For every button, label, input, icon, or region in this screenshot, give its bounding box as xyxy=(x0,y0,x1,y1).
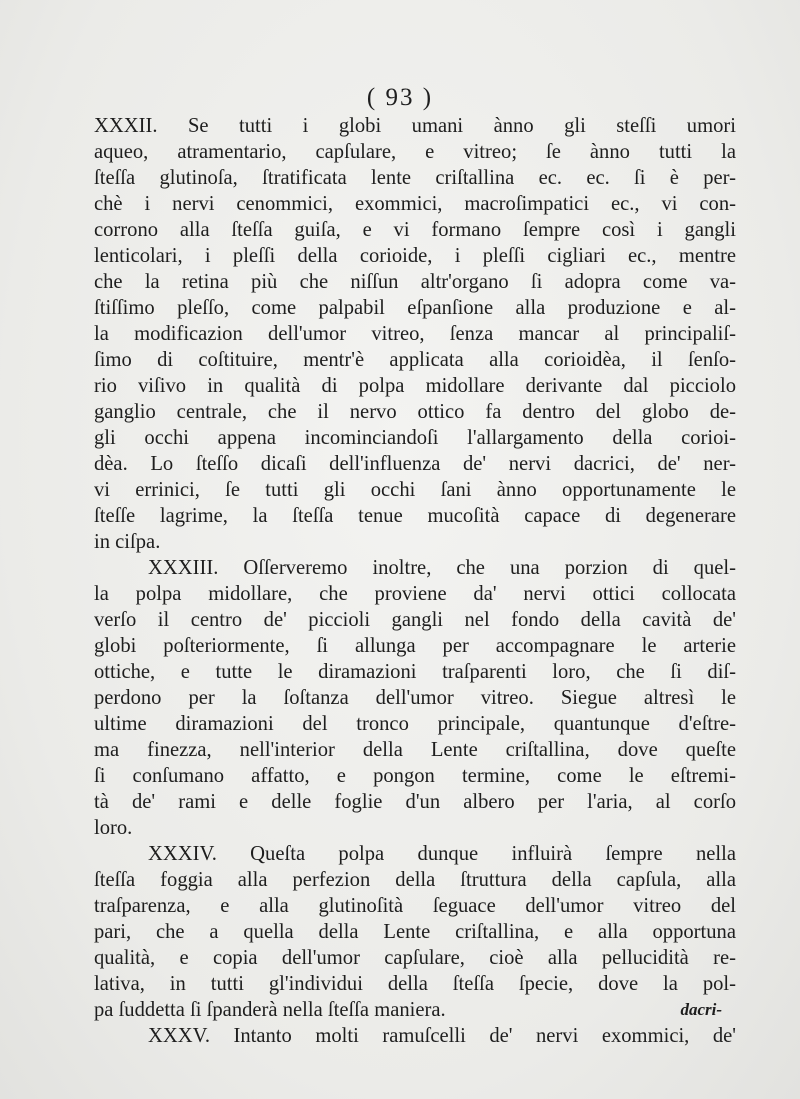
text-line: XXXIV. Queſta polpa dunque influirà ſempre nella xyxy=(148,843,736,865)
text-line: pa ſuddetta ſi ſpanderà nella ſteſſa maniera. xyxy=(94,999,446,1021)
page-number: ( 93 ) xyxy=(366,84,434,111)
text-line: ſteſſa glutinoſa, ſtratificata lente criſtallina ec. ec. ſi è per- xyxy=(94,167,736,189)
text-line: XXXIII. Oſſerveremo inoltre, che una porzion di quel- xyxy=(148,557,736,579)
text-line: tà de' rami e delle foglie d'un albero per l'aria, al corſo xyxy=(94,791,736,813)
text-line: ottiche, e tutte le diramazioni traſparenti loro, che ſi diſ- xyxy=(94,661,736,683)
text-line: XXXV. Intanto molti ramuſcelli de' nervi exommici, de' xyxy=(148,1025,736,1047)
body-text xyxy=(94,113,736,1049)
text-line: pari, che a quella della Lente criſtallina, e alla opportuna xyxy=(94,921,736,943)
text-line: lativa, in tutti gl'individui della ſteſſa ſpecie, dove la pol- xyxy=(94,973,736,995)
text-line: ſtiſſimo pleſſo, come palpabil eſpanſione alla produzione e al- xyxy=(94,297,736,319)
text-line: ſteſſe lagrime, la ſteſſa tenue mucoſità capace di degenerare xyxy=(94,505,736,527)
text-line: ma finezza, nell'interior della Lente criſtallina, dove queſte xyxy=(94,739,736,761)
text-line: la modificazion dell'umor vitreo, ſenza mancar al principaliſ- xyxy=(94,323,736,345)
text-line: ſi conſumano affatto, e pongon termine, come le eſtremi- xyxy=(94,765,736,787)
text-line: in ciſpa. xyxy=(94,531,161,553)
text-line: qualità, e copia dell'umor capſulare, cioè alla pellucidità re- xyxy=(94,947,736,969)
catchword: dacri- xyxy=(680,1000,722,1019)
text-line: chè i nervi cenommici, exommici, macroſimpatici ec., vi con- xyxy=(94,193,736,215)
text-line: aqueo, atramentario, capſulare, e vitreo; ſe ànno tutti la xyxy=(94,141,736,163)
text-line: che la retina più che niſſun altr'organo ſi adopra come va- xyxy=(94,271,736,293)
text-line: rio viſivo in qualità di polpa midollare derivante dal picciolo xyxy=(94,375,736,397)
text-line: ſimo di coſtituire, mentr'è applicata alla corioidèa, il ſenſo- xyxy=(94,349,736,371)
text-line: vi errinici, ſe tutti gli occhi ſani ànno opportunamente le xyxy=(94,479,736,501)
text-line: lenticolari, i pleſſi della corioide, i pleſſi cigliari ec., mentre xyxy=(94,245,736,267)
text-line: ultime diramazioni del tronco principale, quantunque d'eſtre- xyxy=(94,713,736,735)
text-line: verſo il centro de' piccioli gangli nel fondo della cavità de' xyxy=(94,609,736,631)
text-line: perdono per la ſoſtanza dell'umor vitreo. Siegue altresì le xyxy=(94,687,736,709)
text-line: gli occhi appena incominciandoſi l'allargamento della corioi- xyxy=(94,427,736,449)
text-line: ſteſſa foggia alla perfezion della ſtruttura della capſula, alla xyxy=(94,869,736,891)
text-line: globi poſteriormente, ſi allunga per accompagnare le arterie xyxy=(94,635,736,657)
text-line: ganglio centrale, che il nervo ottico fa dentro del globo de- xyxy=(94,401,736,423)
text-line: XXXII. Se tutti i globi umani ànno gli steſſi umori xyxy=(94,115,736,137)
text-line: la polpa midollare, che proviene da' nervi ottici collocata xyxy=(94,583,736,605)
text-line: traſparenza, e alla glutinoſità ſeguace dell'umor vitreo del xyxy=(94,895,736,917)
text-line: corrono alla ſteſſa guiſa, e vi formano ſempre così i gangli xyxy=(94,219,736,241)
text-line: dèa. Lo ſteſſo dicaſi dell'influenza de' nervi dacrici, de' ner- xyxy=(94,453,736,475)
text-line: loro. xyxy=(94,817,133,839)
